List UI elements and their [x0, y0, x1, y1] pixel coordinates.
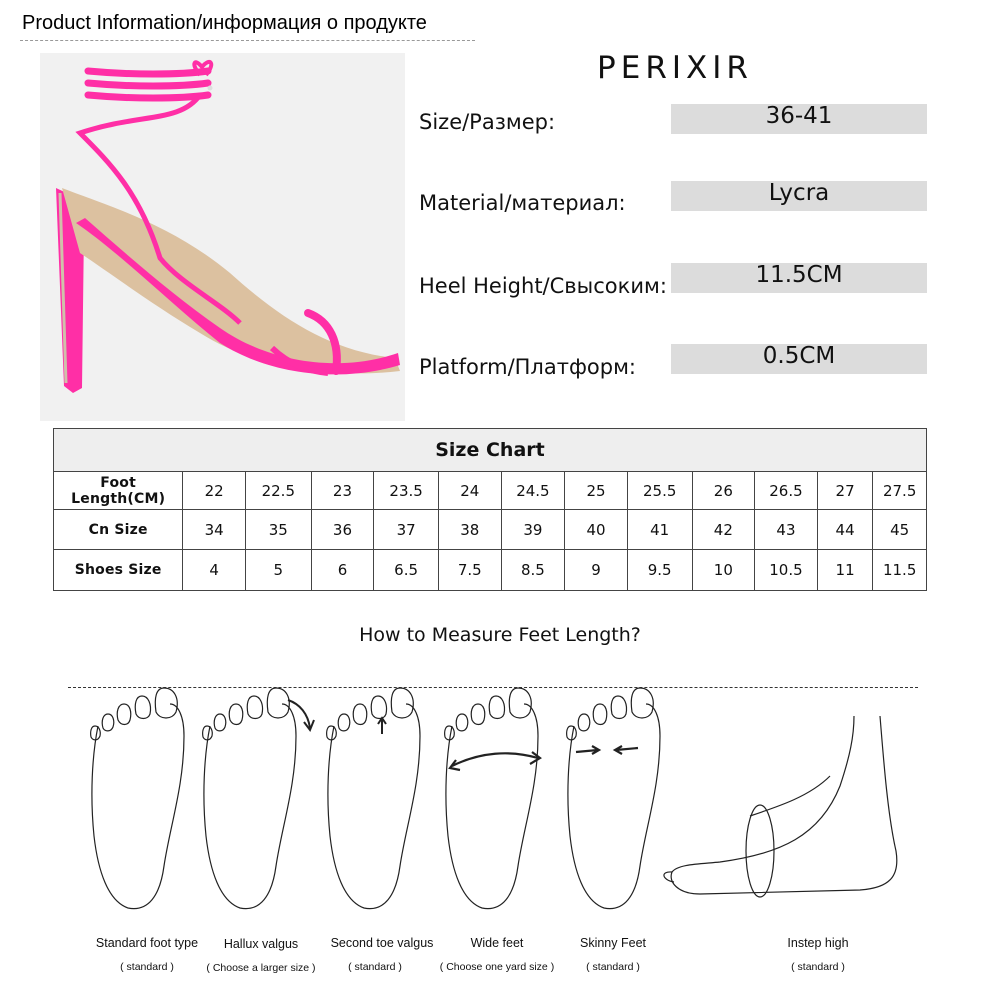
table-cell: 44 [817, 510, 873, 550]
table-cell: 23.5 [374, 472, 439, 510]
table-cell: 39 [501, 510, 565, 550]
table-cell: 43 [755, 510, 818, 550]
table-cell: 25 [565, 472, 628, 510]
spec-heel-height-value: 11.5CM [671, 263, 927, 293]
table-cell: 25.5 [627, 472, 692, 510]
table-cell: 9 [565, 550, 628, 591]
table-cell: 24.5 [501, 472, 565, 510]
table-cell: 6 [311, 550, 374, 591]
spec-size-label: Size/Размер: [419, 110, 556, 134]
table-cell: 24 [438, 472, 501, 510]
table-cell: 41 [627, 510, 692, 550]
foot-label-skinny-feet: Skinny Feet [579, 936, 646, 950]
product-photo [40, 53, 405, 421]
spec-material-value: Lycra [671, 181, 927, 211]
foot-label-second-toe-valgus: Second toe valgus [330, 936, 434, 950]
table-cell: 40 [565, 510, 628, 550]
table-cell: 6.5 [374, 550, 439, 591]
size-chart-title: Size Chart [54, 429, 927, 472]
table-cell: 37 [374, 510, 439, 550]
foot-note-wide-feet: ( Choose one yard size ) [439, 961, 555, 973]
instep-high-drawing [664, 716, 897, 897]
table-cell: 11.5 [873, 550, 927, 591]
foot-label-instep-high: Instep high [787, 936, 849, 950]
second-toe-valgus-drawing [327, 688, 420, 909]
ankle-strap [88, 71, 208, 74]
table-cell: 45 [873, 510, 927, 550]
table-cell: 42 [692, 510, 755, 550]
spec-material-label: Material/материал: [419, 191, 626, 215]
ankle-strap-2 [88, 83, 208, 86]
skinny-feet-drawing [567, 688, 660, 909]
foot-label-wide-feet: Wide feet [470, 936, 524, 950]
table-cell: 26.5 [755, 472, 818, 510]
table-cell: 26 [692, 472, 755, 510]
table-row [54, 472, 927, 510]
foot-label-standard: Standard foot type [95, 936, 199, 950]
table-cell: 11 [817, 550, 873, 591]
spec-platform-label: Platform/Платформ: [419, 355, 637, 379]
table-cell: 38 [438, 510, 501, 550]
foot-note-skinny-feet: ( standard ) [586, 961, 640, 973]
ankle-strap-3 [88, 95, 208, 98]
table-cell: 10 [692, 550, 755, 591]
table-cell: 9.5 [627, 550, 692, 591]
foot-note-second-toe-valgus: ( standard ) [348, 961, 402, 973]
table-cell: 36 [311, 510, 374, 550]
foot-note-hallux-valgus: ( Choose a larger size ) [206, 962, 316, 974]
table-cell: 8.5 [501, 550, 565, 591]
table-cell: 10.5 [755, 550, 818, 591]
foot-label-hallux-valgus: Hallux valgus [223, 937, 299, 951]
row-header-shoes-size: Shoes Size [54, 550, 183, 591]
table-cell: 7.5 [438, 550, 501, 591]
page-title: Product Information/информация о продукте [22, 12, 427, 34]
spec-heel-height-label: Heel Height/Свысоким: [419, 274, 667, 298]
table-cell: 22.5 [245, 472, 311, 510]
measure-title: How to Measure Feet Length? [359, 624, 641, 646]
header-divider [20, 40, 475, 41]
table-cell: 27.5 [873, 472, 927, 510]
spec-size-value: 36-41 [671, 104, 927, 134]
foot-note-instep-high: ( standard ) [791, 961, 845, 973]
table-cell: 23 [311, 472, 374, 510]
feet-diagram [60, 676, 930, 916]
table-cell: 27 [817, 472, 873, 510]
row-header-cn-size: Cn Size [54, 510, 183, 550]
table-row [54, 550, 927, 591]
spec-platform-value: 0.5CM [671, 344, 927, 374]
size-chart-table [53, 428, 927, 591]
sandal-illustration [40, 53, 405, 421]
hallux-valgus-drawing [203, 688, 296, 909]
table-cell: 4 [183, 550, 246, 591]
table-cell: 34 [183, 510, 246, 550]
table-cell: 5 [245, 550, 311, 591]
table-cell: 22 [183, 472, 246, 510]
brand-name: PERIXIR [597, 50, 753, 86]
standard-foot-drawing [91, 688, 184, 909]
table-cell: 35 [245, 510, 311, 550]
foot-note-standard: ( standard ) [120, 961, 174, 973]
table-row [54, 510, 927, 550]
wide-feet-drawing [445, 688, 538, 909]
row-header-foot-length: Foot Length(CM) [54, 472, 183, 510]
